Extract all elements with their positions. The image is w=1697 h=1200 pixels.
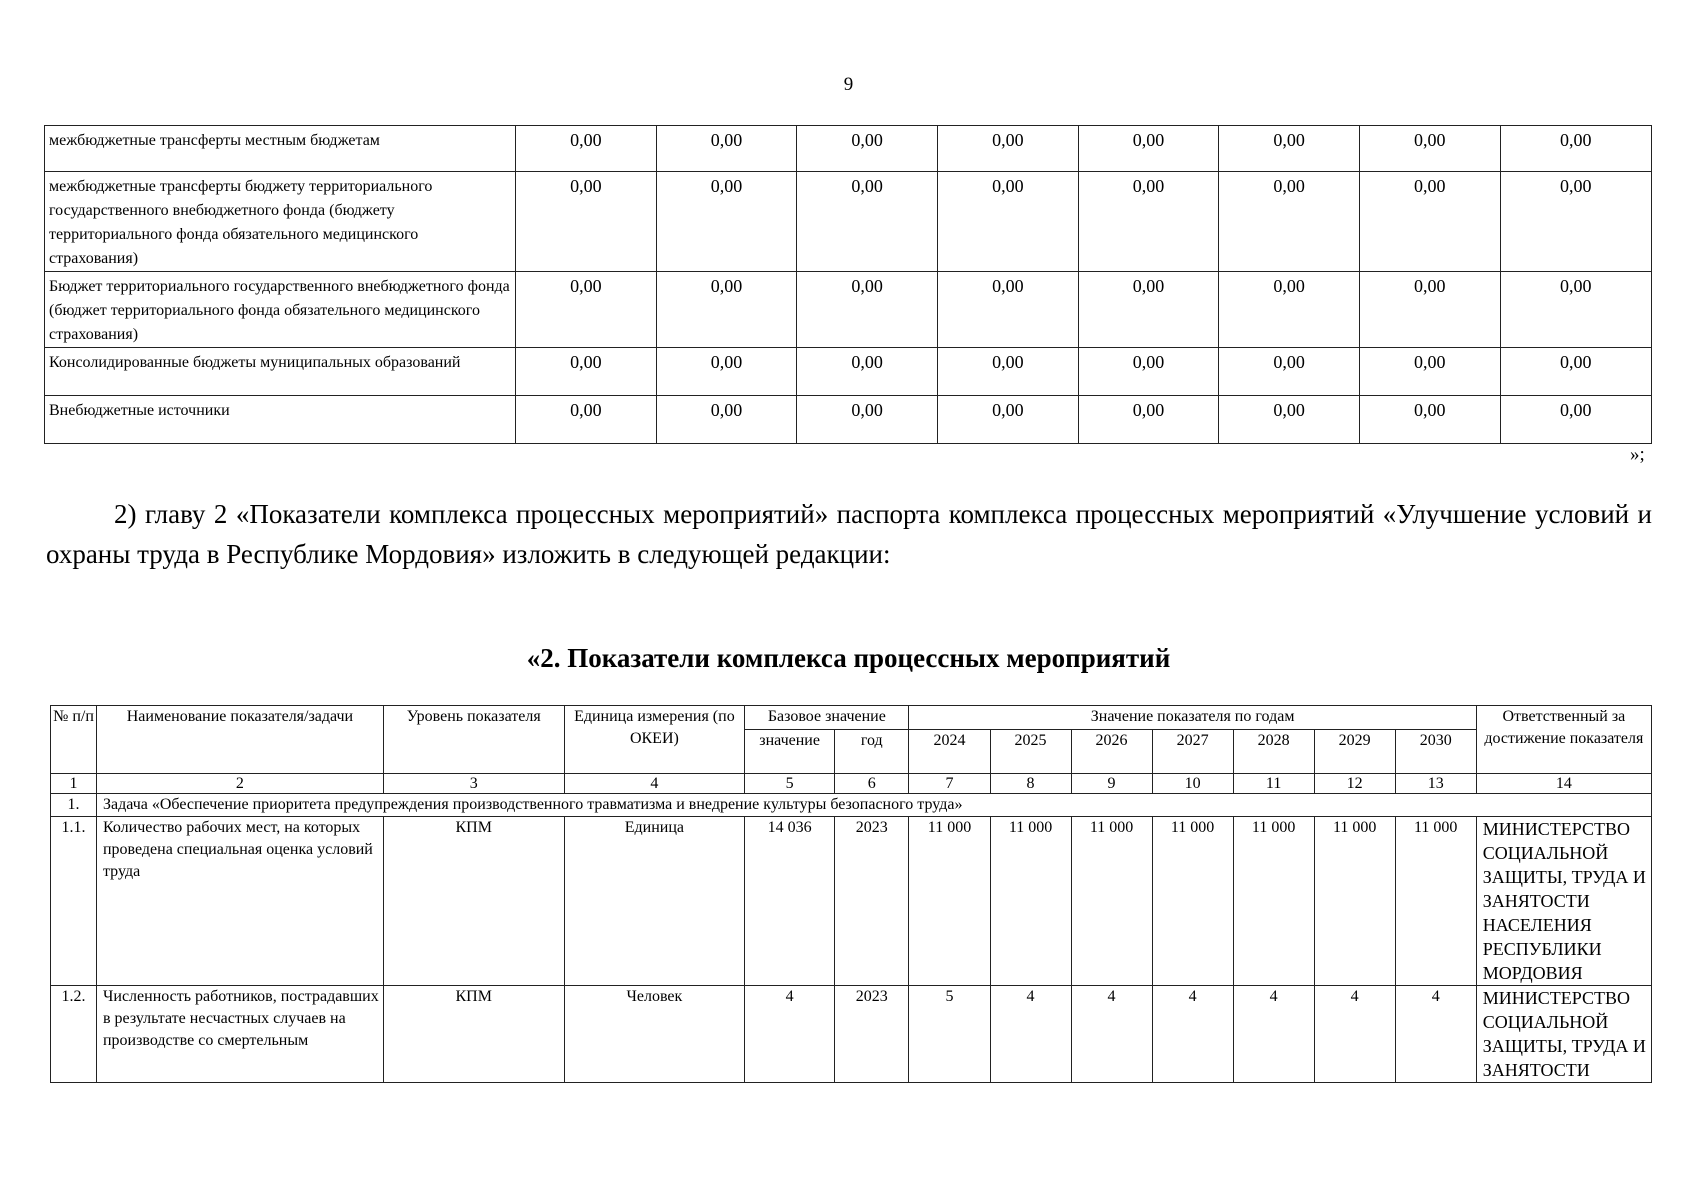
finance-value: 0,00 [797,396,938,444]
header-responsible: Ответственный за достижение показателя [1476,706,1651,774]
row-year-value: 4 [1314,986,1395,1083]
row-year-value: 4 [1152,986,1233,1083]
row-unit: Человек [564,986,745,1083]
row-year-value: 4 [1071,986,1152,1083]
finance-value: 0,00 [937,348,1078,396]
row-year-value: 11 000 [1395,817,1476,986]
finance-value: 0,00 [516,272,657,348]
header-level: Уровень показателя [383,706,564,774]
finance-value: 0,00 [797,172,938,272]
finance-value: 0,00 [1219,348,1360,396]
finance-value: 0,00 [656,348,797,396]
header-year: 2030 [1395,730,1476,774]
finance-row-label: Бюджет территориального государственного внебюджетного фонда (бюджет территориального фонда обязательного медицинского страхования) [45,272,516,348]
header-base-value: значение [745,730,835,774]
indicators-table [50,705,1652,1083]
column-number: 14 [1476,774,1651,794]
finance-value: 0,00 [1078,172,1219,272]
column-numbers-row [51,774,1652,794]
header-year: 2024 [909,730,990,774]
finance-value: 0,00 [516,396,657,444]
row-year-value: 11 000 [1233,817,1314,986]
finance-value: 0,00 [656,272,797,348]
indicator-row [51,986,1652,1083]
finance-value: 0,00 [1359,348,1500,396]
row-year-value: 11 000 [1152,817,1233,986]
row-num: 1.2. [51,986,97,1083]
finance-value: 0,00 [1219,272,1360,348]
finance-value: 0,00 [797,272,938,348]
finance-table [44,125,1652,444]
row-num: 1.1. [51,817,97,986]
column-number: 9 [1071,774,1152,794]
finance-row-label: Консолидированные бюджеты муниципальных образований [45,348,516,396]
row-name: Количество рабочих мест, на которых проведена специальная оценка условий труда [96,817,383,986]
column-number: 7 [909,774,990,794]
row-base-year: 2023 [835,817,909,986]
finance-value: 0,00 [1359,126,1500,172]
closing-quote: »; [1630,444,1645,465]
column-number: 11 [1233,774,1314,794]
finance-value: 0,00 [1359,272,1500,348]
finance-value: 0,00 [656,126,797,172]
paragraph-text: 2) главу 2 «Показатели комплекса процессных мероприятий» паспорта комплекса процессных мероприятий «Улучшение условий и охраны труда в Республике Мордовия» изложить в следующей редакции: [46,499,1652,569]
finance-row-label: межбюджетные трансферты бюджету территориального государственного внебюджетного фонда (бюджету территориального фонда обязательного медицинского страхования) [45,172,516,272]
row-level: КПМ [383,986,564,1083]
finance-row-label: Внебюджетные источники [45,396,516,444]
finance-value: 0,00 [516,126,657,172]
finance-value: 0,00 [1500,348,1651,396]
task-row [51,794,1652,817]
finance-value: 0,00 [1219,172,1360,272]
row-year-value: 4 [1395,986,1476,1083]
row-year-value: 11 000 [1071,817,1152,986]
finance-value: 0,00 [656,172,797,272]
finance-row-label: межбюджетные трансферты местным бюджетам [45,126,516,172]
row-base-value: 4 [745,986,835,1083]
finance-value: 0,00 [516,172,657,272]
column-number: 13 [1395,774,1476,794]
row-name: Численность работников, пострадавших в результате несчастных случаев на производстве со смертельным [96,986,383,1083]
header-row-1 [51,706,1652,730]
row-year-value: 4 [1233,986,1314,1083]
finance-row [45,126,1652,172]
finance-value: 0,00 [1219,396,1360,444]
finance-value: 0,00 [1500,126,1651,172]
section-title: «2. Показатели комплекса процессных мероприятий [526,643,1171,673]
header-year: 2025 [990,730,1071,774]
row-base-value: 14 036 [745,817,835,986]
row-year-value: 11 000 [990,817,1071,986]
column-number: 10 [1152,774,1233,794]
finance-value: 0,00 [797,348,938,396]
header-base: Базовое значение [745,706,909,730]
header-year: 2028 [1233,730,1314,774]
task-text: Задача «Обеспечение приоритета предупреждения производственного травматизма и внедрение культуры безопасного труда» [96,794,1651,817]
amendment-paragraph [46,494,1652,574]
finance-value: 0,00 [656,396,797,444]
column-number: 5 [745,774,835,794]
finance-value: 0,00 [1359,172,1500,272]
row-year-value: 5 [909,986,990,1083]
header-base-year: год [835,730,909,774]
finance-value: 0,00 [1500,396,1651,444]
finance-value: 0,00 [797,126,938,172]
finance-value: 0,00 [1078,126,1219,172]
row-year-value: 4 [990,986,1071,1083]
task-num: 1. [51,794,97,817]
finance-row [45,348,1652,396]
column-number: 8 [990,774,1071,794]
finance-row [45,172,1652,272]
column-number: 4 [564,774,745,794]
header-year: 2027 [1152,730,1233,774]
column-number: 1 [51,774,97,794]
finance-row [45,396,1652,444]
finance-value: 0,00 [937,272,1078,348]
finance-value: 0,00 [1078,272,1219,348]
row-unit: Единица [564,817,745,986]
column-number: 12 [1314,774,1395,794]
finance-value: 0,00 [1219,126,1360,172]
header-unit: Единица измерения (по ОКЕИ) [564,706,745,774]
indicator-row [51,817,1652,986]
page-number: 9 [843,74,854,95]
row-year-value: 11 000 [1314,817,1395,986]
finance-value: 0,00 [1078,348,1219,396]
finance-value: 0,00 [516,348,657,396]
finance-value: 0,00 [937,126,1078,172]
finance-value: 0,00 [1359,396,1500,444]
finance-value: 0,00 [937,172,1078,272]
row-responsible: МИНИСТЕРСТВО СОЦИАЛЬНОЙ ЗАЩИТЫ, ТРУДА И ЗАНЯТОСТИ НАСЕЛЕНИЯ РЕСПУБЛИКИ МОРДОВИЯ [1476,817,1651,986]
row-year-value: 11 000 [909,817,990,986]
column-number: 6 [835,774,909,794]
finance-value: 0,00 [1500,172,1651,272]
finance-value: 0,00 [1500,272,1651,348]
finance-value: 0,00 [937,396,1078,444]
column-number: 3 [383,774,564,794]
row-base-year: 2023 [835,986,909,1083]
row-level: КПМ [383,817,564,986]
header-year: 2026 [1071,730,1152,774]
header-num: № п/п [51,706,97,774]
finance-row [45,272,1652,348]
row-responsible: МИНИСТЕРСТВО СОЦИАЛЬНОЙ ЗАЩИТЫ, ТРУДА И ЗАНЯТОСТИ [1476,986,1651,1083]
column-number: 2 [96,774,383,794]
finance-value: 0,00 [1078,396,1219,444]
header-by-years: Значение показателя по годам [909,706,1476,730]
header-year: 2029 [1314,730,1395,774]
header-name: Наименование показателя/задачи [96,706,383,774]
